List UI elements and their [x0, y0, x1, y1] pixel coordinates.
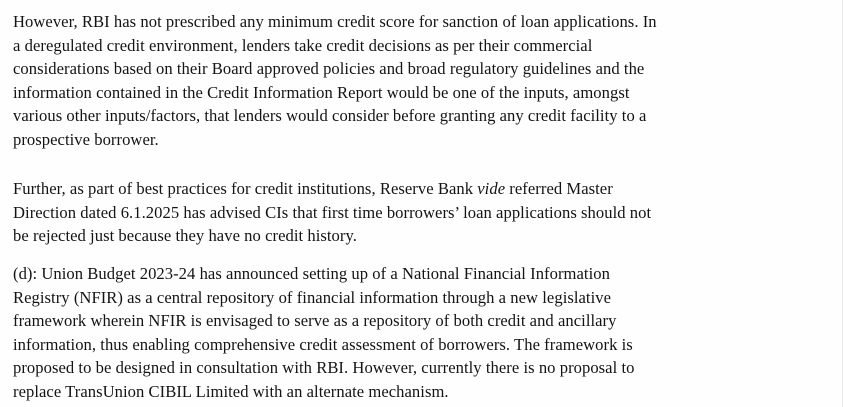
- text-segment: Further, as part of best practices for credit institutions, Reserve Bank: [13, 179, 478, 198]
- text-line: Direction dated 6.1.2025 has advised CIs that first time borrowers’ loan applications should not: [13, 202, 652, 222]
- text-line: considerations based on their Board approved policies and broad regulatory guidelines and the: [13, 59, 645, 78]
- text-line: framework wherein NFIR is envisaged to serve as a repository of both credit and ancillary: [13, 311, 617, 330]
- text-line: prospective borrower.: [13, 129, 159, 149]
- text-line: various other inputs/factors, that lenders would consider before granting any credit facility to a: [13, 106, 647, 125]
- text-line: However, RBI has not prescribed any minimum credit score for sanction of loan applications. In: [13, 12, 657, 31]
- text-line: information contained in the Credit Information Report would be one of the inputs, amongst: [13, 82, 630, 102]
- text-segment: referred Master: [505, 179, 613, 198]
- text-line: replace TransUnion CIBIL Limited with an alternate mechanism.: [13, 381, 449, 401]
- text-line: Registry (NFIR) as a central repository of financial information through a new legislative: [13, 287, 612, 307]
- text-line: proposed to be designed in consultation with RBI. However, currently there is no proposal to: [13, 358, 635, 377]
- italic-term: vide: [477, 179, 506, 198]
- text-line: (d): Union Budget 2023-24 has announced setting up of a National Financial Information: [13, 264, 610, 283]
- paragraph-credit-score: [13, 10, 822, 151]
- paragraph-best-practices: [13, 177, 822, 248]
- paragraph-union-budget-nfir: [13, 262, 822, 403]
- text-line: a deregulated credit environment, lenders take credit decisions as per their commercial: [13, 35, 593, 55]
- text-line: information, thus enabling comprehensive credit assessment of borrowers. The framework is: [13, 334, 633, 354]
- text-line: [13, 177, 822, 201]
- text-line: be rejected just because they have no credit history.: [13, 226, 357, 245]
